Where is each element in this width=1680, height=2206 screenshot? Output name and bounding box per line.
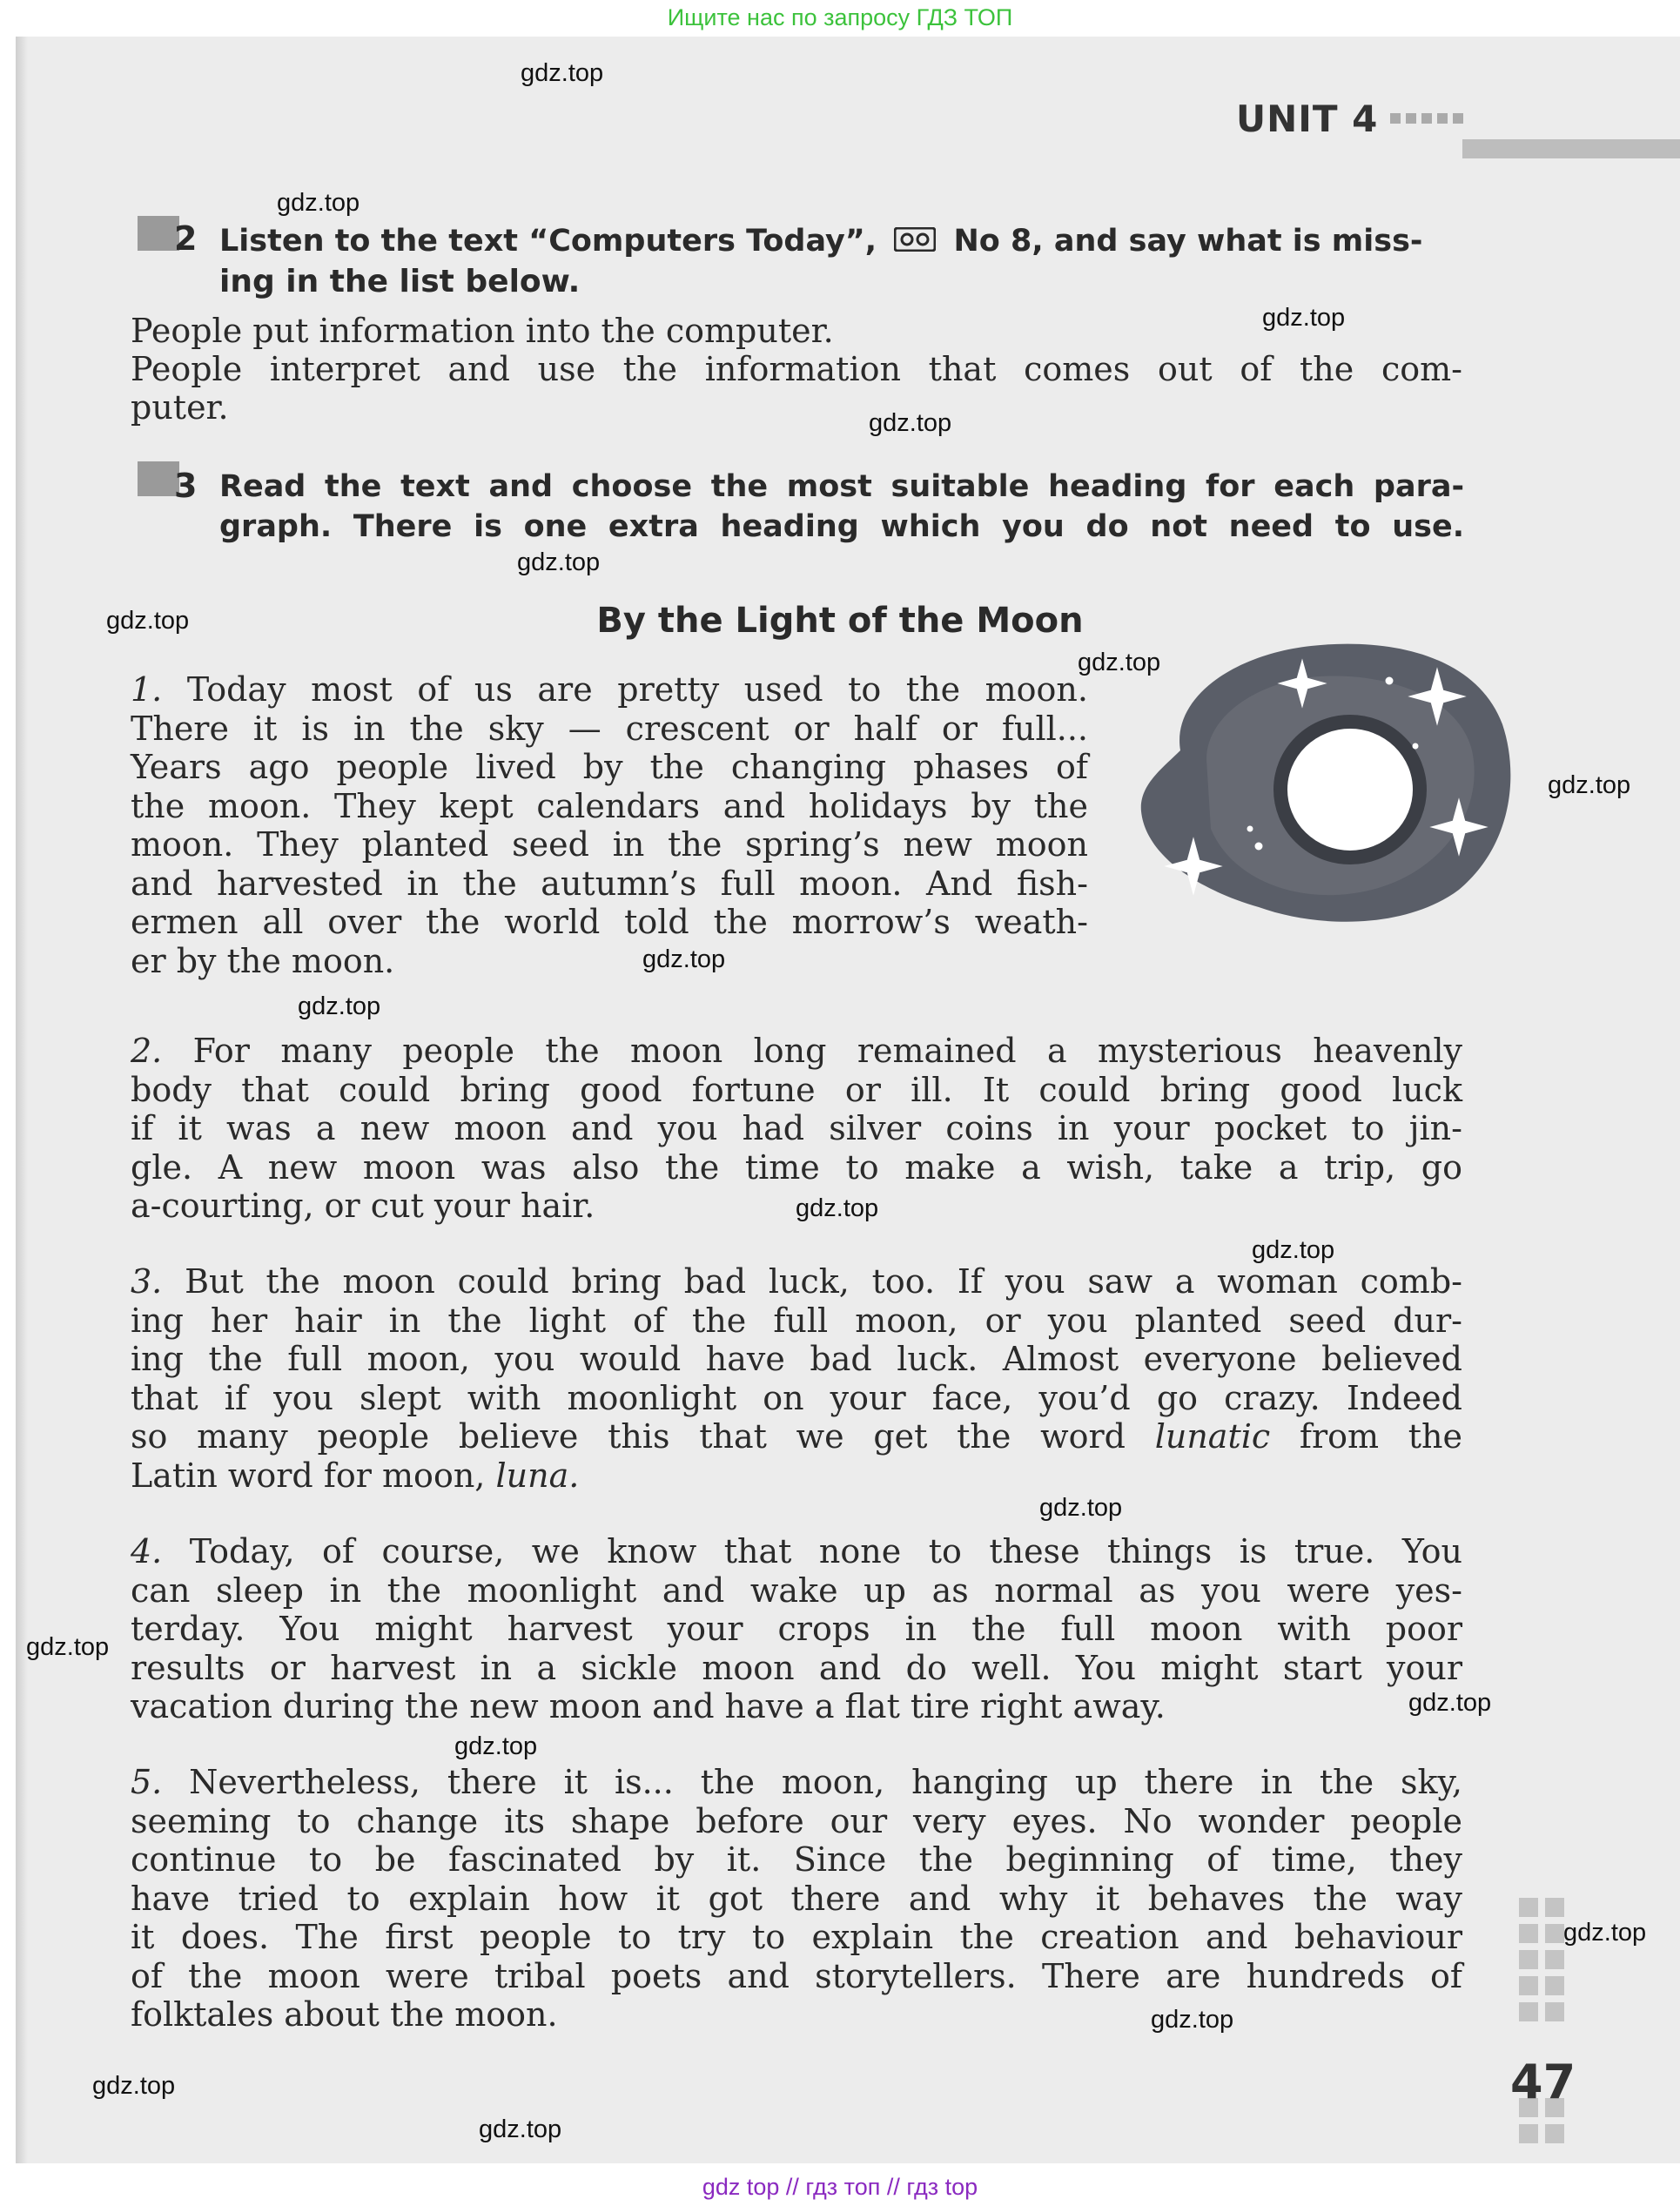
paragraph-line: er by the moon. [131,941,395,980]
paragraph-number: 4. [131,1532,163,1570]
paragraph-line: Years ago people lived by the changing phases of [131,748,1088,786]
paragraph-line: ing her hair in the light of the full moon, or you planted seed dur- [131,1301,1462,1340]
watermark: gdz.top [277,189,360,217]
paragraph-number: 5. [131,1763,163,1801]
paragraph-number: 3. [131,1262,163,1301]
text-title: By the Light of the Moon [596,601,1084,641]
paragraph-line: moon. They planted seed in the spring’s new moon [131,825,1088,864]
list-item: People put information into the computer. [131,312,834,350]
paragraph-line: For many people the moon long remained a mysterious heavenly [192,1032,1462,1070]
top-banner[interactable]: Ищите нас по запросу ГДЗ ТОП [0,0,1680,35]
watermark: gdz.top [1548,771,1631,799]
page-binding-shadow [16,37,28,2163]
bottom-banner[interactable]: gdz top // гдз топ // гдз top [0,2168,1680,2206]
paragraph-3 [131,1262,1462,1495]
italic-word: lunatic [1154,1417,1271,1456]
watermark: gdz.top [26,1633,110,1661]
paragraph-line: and harvested in the autumn’s full moon. And fish- [131,864,1088,903]
paragraph-number: 2. [131,1032,163,1070]
paragraph-line: But the moon could bring bad luck, too. If you saw a woman comb- [185,1262,1462,1301]
watermark: gdz.top [1563,1919,1647,1947]
watermark: gdz.top [1408,1689,1492,1717]
paragraph-line: it does. The first people to try to explain the creation and behaviour [131,1918,1462,1956]
exercise-3-marker [138,461,179,496]
paragraph-line: Today most of us are pretty used to the moon. [186,670,1088,709]
paragraph-line: ing the full moon, you would have bad luck. Almost everyone believed [131,1340,1462,1378]
watermark: gdz.top [521,59,604,87]
paragraph-line: the moon. They kept calendars and holidays by the [131,786,1088,825]
paragraph-line: ermen all over the world told the morrow’s weath- [131,903,1088,941]
exercise-2-instruction [219,221,1464,302]
watermark: gdz.top [1252,1236,1335,1264]
paragraph-text: from the [1299,1417,1462,1456]
paragraph-line: can sleep in the moonlight and wake up as normal as you were yes- [131,1570,1462,1610]
paragraph-line [131,1456,1462,1496]
watermark: gdz.top [106,607,190,635]
paragraph-line: seeming to change its shape before our very eyes. No wonder people [131,1801,1462,1840]
paragraph-line: if it was a new moon and you had silver coins in your pocket to jin- [131,1109,1462,1147]
exercise-3-instruction-line1: Read the text and choose the most suitable heading for each para- [219,469,1464,504]
paragraph-line: Today, of course, we know that none to these things is true. You [189,1532,1462,1570]
exercise-3-number: 3 [174,467,198,505]
list-item: puter. [131,388,229,427]
paragraph-line: have tried to explain how it got there and why it behaves the way [131,1879,1462,1918]
paragraph-line: of the moon were tribal poets and storytellers. There are hundreds of [131,1956,1462,1995]
paragraph-line: results or harvest in a sickle moon and do well. You might start your [131,1648,1462,1687]
paragraph-line: folktales about the moon. [131,1995,558,2034]
exercise-2-number: 2 [174,219,198,258]
unit-label: UNIT 4 [1236,97,1379,140]
watermark: gdz.top [642,945,726,973]
paragraph-5 [131,1763,1462,2034]
paragraph-number: 1. [131,670,163,709]
watermark: gdz.top [517,548,601,576]
paragraph-line [131,1417,1462,1456]
exercise-2-instruction-part2: No 8, and say what is miss- [953,224,1423,259]
watermark: gdz.top [1039,1494,1123,1522]
list-item: People interpret and use the information that comes out of the com- [131,350,1462,388]
unit-header [1236,92,1463,145]
paragraph-line: Nevertheless, there it is... the moon, hanging up there in the sky, [189,1763,1462,1801]
paragraph-line: vacation during the new moon and have a flat tire right away. [131,1687,1166,1725]
paragraph-line: a-courting, or cut your hair. [131,1187,595,1225]
paragraph-line: terday. You might harvest your crops in the full moon with poor [131,1610,1462,1648]
unit-bar-decoration [1462,139,1680,158]
watermark: gdz.top [1078,649,1161,676]
moon-illustration [1128,629,1520,933]
paragraph-4 [131,1532,1462,1726]
exercise-3-instruction [219,467,1464,547]
italic-word: luna. [495,1456,580,1495]
watermark: gdz.top [1151,2006,1234,2034]
watermark: gdz.top [796,1194,879,1222]
paragraph-line: gle. A new moon was also the time to make a wish, take a trip, go [131,1147,1462,1187]
unit-dots-decoration [1390,113,1463,124]
watermark: gdz.top [479,2115,562,2143]
watermark: gdz.top [298,992,381,1020]
paragraph-line: body that could bring good fortune or ill. It could bring good luck [131,1070,1462,1109]
exercise-2-instruction-line2: ing in the list below. [219,264,581,299]
exercise-2-instruction-part1: Listen to the text “Computers Today”, [219,224,877,259]
paragraph-line: continue to be fascinated by it. Since the beginning of time, they [131,1840,1462,1879]
cassette-icon [894,222,936,262]
paragraph-text: Latin word for moon, [131,1456,486,1495]
watermark: gdz.top [869,409,952,437]
watermark: gdz.top [1262,304,1346,332]
paragraph-1 [131,670,1088,980]
page-number: 47 [1510,2055,1576,2109]
watermark: gdz.top [92,2072,176,2100]
paragraph-line: that if you slept with moonlight on your face, you’d go crazy. Indeed [131,1378,1462,1417]
paragraph-text: so many people believe this that we get the word [131,1417,1126,1456]
exercise-2-marker [138,216,179,251]
paragraph-line: There it is in the sky — crescent or half or full... [131,709,1088,748]
exercise-3-instruction-line2: graph. There is one extra heading which you do not need to use. [219,509,1464,544]
watermark: gdz.top [454,1732,538,1760]
